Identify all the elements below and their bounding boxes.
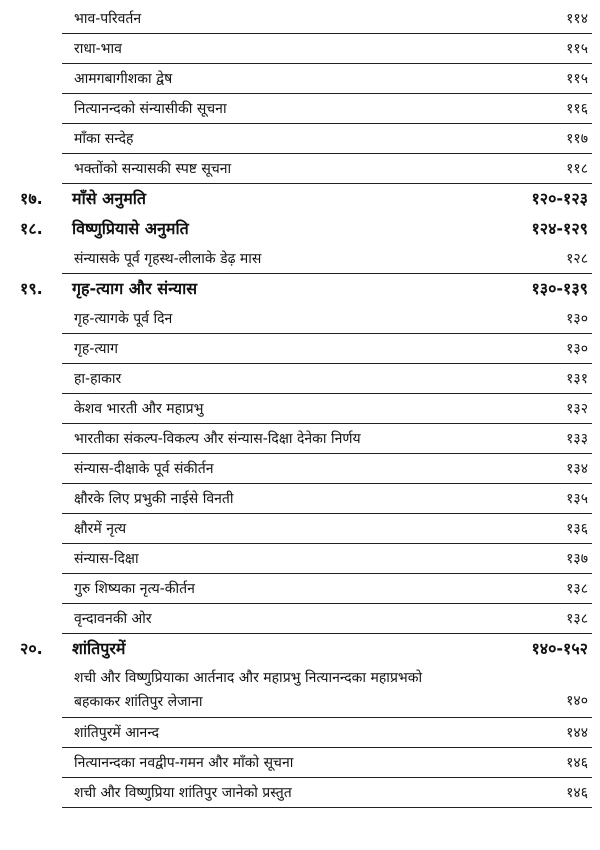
page-number: १३० [566, 341, 588, 357]
page-number: ११८ [566, 161, 588, 177]
page-number: ११५ [566, 71, 588, 87]
entry-title: संन्यासके पूर्व गृहस्थ-लीलाके डेढ़ मास [74, 251, 262, 267]
toc-entry [0, 664, 600, 718]
chapter-number: १८. [20, 219, 43, 238]
entry-title: शची और विष्णुप्रियाका आर्तनाद और महाप्रभु नित्यानन्दका महाप्रभको [74, 670, 423, 686]
page-number: १२४-१२९ [531, 219, 588, 238]
toc-entry [0, 34, 600, 64]
toc-entry [0, 154, 600, 184]
toc-entry [0, 244, 600, 274]
entry-title: शांतिपुरमें [72, 639, 126, 658]
page-number: १४४ [566, 725, 588, 741]
entry-title: भक्तोंको सन्यासकी स्पष्ट सूचना [74, 161, 232, 177]
page-number: १४६ [566, 785, 588, 801]
toc-entry [0, 4, 600, 34]
page-number: १३६ [566, 521, 588, 537]
chapter-entry [0, 214, 600, 244]
toc-entry [0, 64, 600, 94]
toc-entry [0, 424, 600, 454]
page-number: १२८ [566, 251, 588, 267]
toc-entry [0, 304, 600, 334]
chapter-entry [0, 274, 600, 304]
page-number: ११७ [566, 131, 588, 147]
toc-entry [0, 604, 600, 634]
entry-title: माँसे अनुमति [72, 189, 147, 208]
chapter-number: १७. [20, 189, 43, 208]
toc-entry [0, 718, 600, 748]
entry-title: संन्यास-दीक्षाके पूर्व संकीर्तन [74, 461, 214, 477]
page-number: १३० [566, 311, 588, 327]
toc-entry [0, 778, 600, 808]
page-number: १३८ [566, 581, 588, 597]
entry-title: माँका सन्देह [74, 131, 134, 147]
entry-title: राधा-भाव [74, 41, 122, 57]
entry-title: क्षौरके लिए प्रभुकी नाईसे विनती [74, 491, 234, 507]
toc-entry [0, 334, 600, 364]
page-number: १४०-१५२ [531, 639, 588, 658]
entry-title-continued: बहकाकर शांतिपुर लेजाना [74, 694, 203, 710]
page-number: १२०-१२३ [531, 189, 588, 208]
toc-entry [0, 364, 600, 394]
entry-title: वृन्दावनकी ओर [74, 611, 152, 627]
page-number: १३४ [566, 461, 588, 477]
entry-title: केशव भारती और महाप्रभु [74, 401, 204, 417]
toc-entry [0, 454, 600, 484]
toc-entry [0, 394, 600, 424]
page-number: १३३ [566, 431, 588, 447]
entry-title: हा-हाकार [74, 371, 122, 387]
toc-entry [0, 124, 600, 154]
chapter-number: २०. [20, 639, 43, 658]
entry-title: नित्यानन्दका नवद्वीप-गमन और माँको सूचना [74, 755, 294, 771]
entry-title: गुरु शिष्यका नृत्य-कीर्तन [74, 581, 195, 597]
entry-title: संन्यास-दिक्षा [74, 551, 139, 567]
table-of-contents [0, 4, 600, 808]
chapter-entry [0, 634, 600, 664]
toc-entry [0, 484, 600, 514]
chapter-entry [0, 184, 600, 214]
page-number: ११४ [566, 11, 588, 27]
page-number: १४० [566, 693, 588, 709]
entry-title: आमगबागीशका द्वेष [74, 71, 173, 87]
page-number: १४६ [566, 755, 588, 771]
toc-entry [0, 748, 600, 778]
toc-entry [0, 544, 600, 574]
page-number: ११६ [566, 101, 588, 117]
toc-entry [0, 94, 600, 124]
page-number: १३५ [566, 491, 588, 507]
entry-title: शांतिपुरमें आनन्द [74, 725, 160, 741]
page-number: १३८ [566, 611, 588, 627]
entry-title: नित्यानन्दको संन्यासीकी सूचना [74, 101, 227, 117]
entry-title: शची और विष्णुप्रिया शांतिपुर जानेको प्रस्तुत [74, 785, 292, 801]
entry-title: क्षौरमें नृत्य [74, 521, 127, 537]
entry-title: विष्णुप्रियासे अनुमति [72, 219, 189, 238]
page-number: १३७ [566, 551, 588, 567]
toc-entry [0, 514, 600, 544]
page-number: १३२ [566, 401, 588, 417]
toc-entry [0, 574, 600, 604]
entry-title: भारतीका संकल्प-विकल्प और संन्यास-दिक्षा देनेका निर्णय [74, 431, 361, 447]
page-number: १३१ [566, 371, 588, 387]
entry-title: गृह-त्यागके पूर्व दिन [74, 311, 173, 327]
chapter-number: १९. [20, 279, 43, 298]
entry-title: गृह-त्याग और संन्यास [72, 279, 198, 298]
page-number: ११५ [566, 41, 588, 57]
entry-title: भाव-परिवर्तन [74, 11, 142, 27]
entry-title: गृह-त्याग [74, 341, 119, 357]
page-number: १३०-१३९ [531, 279, 588, 298]
